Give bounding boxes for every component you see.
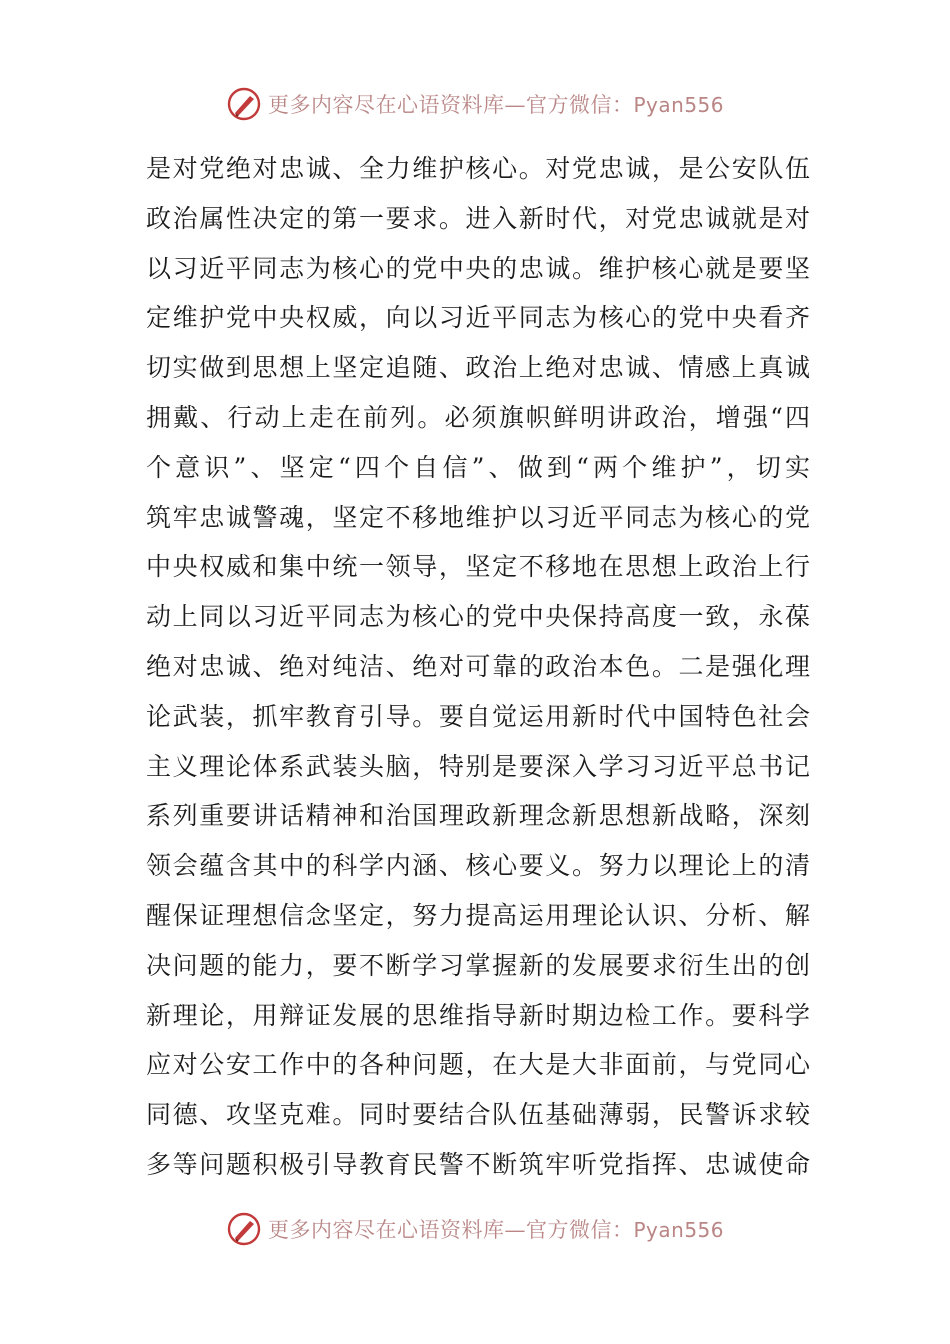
pen-in-circle-icon (226, 86, 262, 122)
body-line: 动上同以习近平同志为核心的党中央保持高度一致，永葆 (146, 602, 810, 632)
body-line: 领会蕴含其中的科学内涵、核心要义。努力以理论上的清 (146, 851, 810, 881)
body-line: 新理论，用辩证发展的思维指导新时期边检工作。要科学 (146, 1000, 810, 1030)
body-line: 切实做到思想上坚定追随、政治上绝对忠诚、情感上真诚 (146, 353, 810, 383)
body-line: 政治属性决定的第一要求。进入新时代，对党忠诚就是对 (146, 203, 810, 233)
footer-banner (0, 1207, 950, 1251)
body-line: 是对党绝对忠诚、全力维护核心。对党忠诚，是公安队伍 (146, 154, 810, 183)
body-line: 应对公安工作中的各种问题，在大是大非面前，与党同心 (146, 1050, 810, 1080)
body-line: 以习近平同志为核心的党中央的忠诚。维护核心就是要坚 (146, 253, 810, 283)
body-line: 主义理论体系武装头脑，特别是要深入学习习近平总书记 (146, 751, 810, 781)
wechat-id: Pyan556 (633, 1218, 724, 1242)
banner-text: 更多内容尽在心语资料库—官方微信：Pyan556 (267, 1218, 724, 1242)
body-line: 筑牢忠诚警魂，坚定不移地维护以习近平同志为核心的党 (146, 502, 810, 532)
body-line: 中央权威和集中统一领导，坚定不移地在思想上政治上行 (146, 552, 810, 582)
body-line: 决问题的能力，要不断学习掌握新的发展要求衍生出的创 (146, 950, 810, 980)
body-line: 论武装，抓牢教育引导。要自觉运用新时代中国特色社会 (146, 701, 810, 731)
body-line: 系列重要讲话精神和治国理政新理念新思想新战略，深刻 (146, 801, 810, 831)
pen-in-circle-icon (226, 1211, 262, 1247)
document-body (146, 144, 810, 1190)
body-line: 同德、攻坚克难。同时要结合队伍基础薄弱，民警诉求较 (146, 1100, 810, 1130)
body-line: 拥戴、行动上走在前列。必须旗帜鲜明讲政治，增强“四 (146, 402, 810, 432)
body-line: 个意识”、坚定“四个自信”、做到“两个维护”，切实 (146, 452, 810, 482)
wechat-id: Pyan556 (633, 93, 724, 117)
banner-text: 更多内容尽在心语资料库—官方微信：Pyan556 (267, 93, 724, 117)
body-line: 醒保证理想信念坚定，努力提高运用理论认识、分析、解 (146, 900, 810, 930)
header-banner (0, 82, 950, 126)
body-line: 绝对忠诚、绝对纯洁、绝对可靠的政治本色。二是强化理 (146, 651, 810, 681)
body-line: 定维护党中央权威，向以习近平同志为核心的党中央看齐 (146, 303, 810, 333)
body-line: 多等问题积极引导教育民警不断筑牢听党指挥、忠诚使命 (146, 1149, 810, 1179)
